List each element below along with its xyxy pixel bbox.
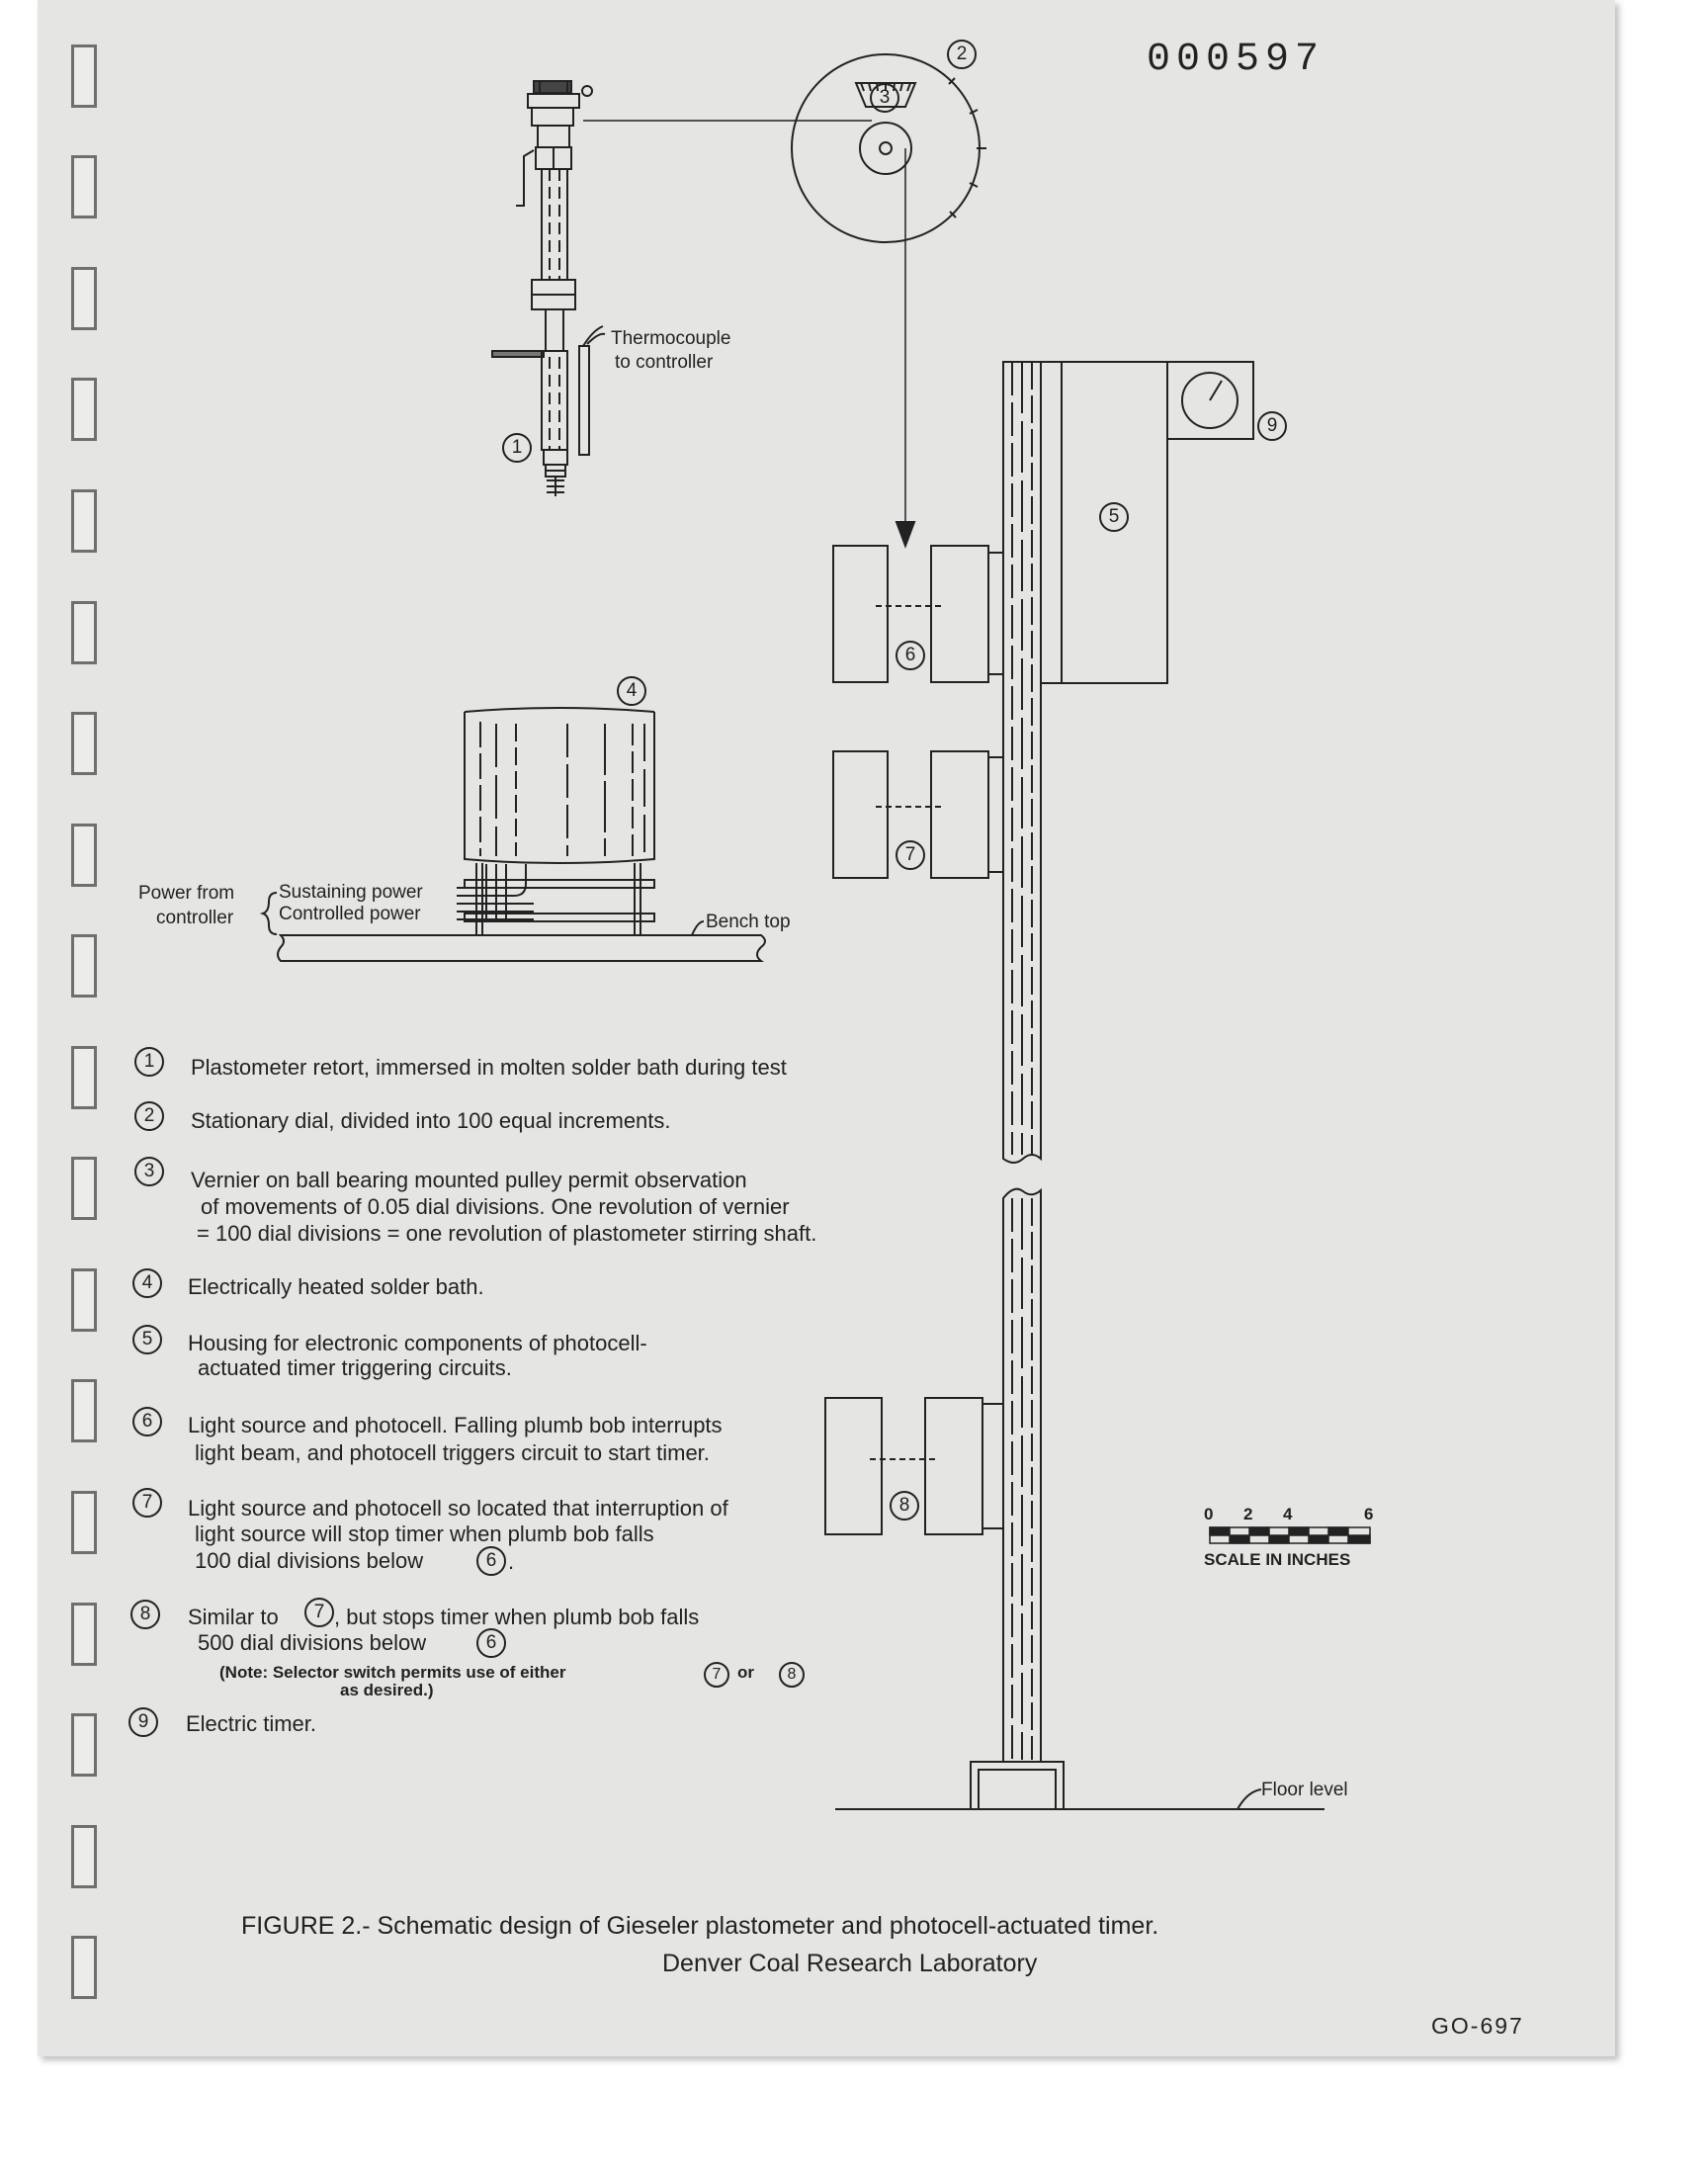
bench-top xyxy=(278,921,765,961)
legend-text-8a: Similar to xyxy=(188,1605,279,1629)
legend-ref-7: 7 xyxy=(304,1598,334,1627)
legend-ref-6: 6 xyxy=(476,1546,506,1576)
legend-text-7c: 100 dial divisions below xyxy=(195,1548,424,1573)
power-brace xyxy=(263,893,277,934)
legend-num-3: 3 xyxy=(134,1157,164,1186)
legend-num-9: 9 xyxy=(128,1707,158,1737)
housing-bracket xyxy=(1041,362,1062,683)
power-from-label: Power from xyxy=(138,883,235,904)
legend-note-1: (Note: Selector switch permits use of either xyxy=(219,1663,566,1682)
floor-level-label: Floor level xyxy=(1261,1780,1348,1800)
callout-9: 9 xyxy=(1257,411,1287,441)
note-ref-8: 8 xyxy=(779,1662,805,1688)
bench-top-label: Bench top xyxy=(706,912,791,932)
note-ref-7: 7 xyxy=(704,1662,729,1688)
legend-num-6: 6 xyxy=(132,1407,162,1436)
legend-num-4: 4 xyxy=(132,1268,162,1298)
legend-num-2: 2 xyxy=(134,1101,164,1131)
legend-text-8c: 500 dial divisions below xyxy=(198,1630,427,1655)
scale-tick-2: 2 xyxy=(1243,1505,1253,1523)
scale-bar xyxy=(1210,1527,1370,1543)
legend-num-7: 7 xyxy=(132,1488,162,1518)
legend-text-5b: actuated timer triggering circuits. xyxy=(198,1355,512,1380)
legend-text-3c: = 100 dial divisions = one revolution of plastometer stirring shaft. xyxy=(197,1221,817,1246)
legend-ref-6b: 6 xyxy=(476,1628,506,1658)
figure-caption-line-2: Denver Coal Research Laboratory xyxy=(662,1950,1038,1977)
legend-text-3a: Vernier on ball bearing mounted pulley permit observation xyxy=(191,1168,747,1192)
legend-num-1: 1 xyxy=(134,1047,164,1077)
scale-tick-0: 0 xyxy=(1204,1505,1214,1523)
callout-2: 2 xyxy=(947,40,977,69)
solder-bath xyxy=(457,708,654,935)
legend-text-6b: light beam, and photocell triggers circuit to start timer. xyxy=(195,1440,710,1465)
legend-text-5a: Housing for electronic components of photocell- xyxy=(188,1331,647,1355)
legend-note-2: as desired.) xyxy=(340,1681,434,1699)
floor-leader xyxy=(1238,1789,1261,1809)
callout-3: 3 xyxy=(870,83,899,113)
callout-5: 5 xyxy=(1099,502,1129,532)
legend-text-2: Stationary dial, divided into 100 equal increments. xyxy=(191,1108,671,1133)
thermocouple-label: Thermocouple xyxy=(611,328,731,349)
scale-tick-6: 6 xyxy=(1364,1505,1374,1523)
legend-period: . xyxy=(508,1549,515,1574)
scale-title: SCALE IN INCHES xyxy=(1204,1550,1351,1569)
legend-note-or: or xyxy=(737,1663,754,1682)
legend-text-8b: , but stops timer when plumb bob falls xyxy=(334,1605,700,1629)
legend-text-4: Electrically heated solder bath. xyxy=(188,1274,484,1299)
sustaining-power-label: Sustaining power xyxy=(279,882,423,903)
support-pole xyxy=(971,362,1064,1809)
plumb-bob xyxy=(897,522,914,546)
callout-4: 4 xyxy=(617,676,646,706)
legend-num-8: 8 xyxy=(130,1600,160,1629)
controlled-power-label: Controlled power xyxy=(279,904,421,924)
callout-8: 8 xyxy=(890,1491,919,1521)
callout-7: 7 xyxy=(896,840,925,870)
legend-text-1: Plastometer retort, immersed in molten solder bath during test xyxy=(191,1055,787,1080)
legend-text-7b: light source will stop timer when plumb bob falls xyxy=(195,1522,654,1546)
figure-caption: FIGURE 2.- Schematic design of Gieseler plastometer and photocell-actuated timer. xyxy=(241,1912,1159,1940)
thermocouple-label-2: to controller xyxy=(615,352,714,373)
page-code: GO-697 xyxy=(1431,2013,1524,2039)
legend-text-7a: Light source and photocell so located that interruption of xyxy=(188,1496,728,1521)
power-from-label-2: controller xyxy=(156,908,234,928)
scale-tick-4: 4 xyxy=(1283,1505,1293,1523)
legend-text-3b: of movements of 0.05 dial divisions. One revolution of vernier xyxy=(201,1194,790,1219)
callout-6: 6 xyxy=(896,641,925,670)
legend-num-5: 5 xyxy=(132,1325,162,1354)
callout-1: 1 xyxy=(502,433,532,463)
legend-text-6a: Light source and photocell. Falling plumb bob interrupts xyxy=(188,1413,723,1437)
legend-text-9: Electric timer. xyxy=(186,1711,317,1736)
document-number: 000597 xyxy=(1147,38,1325,82)
